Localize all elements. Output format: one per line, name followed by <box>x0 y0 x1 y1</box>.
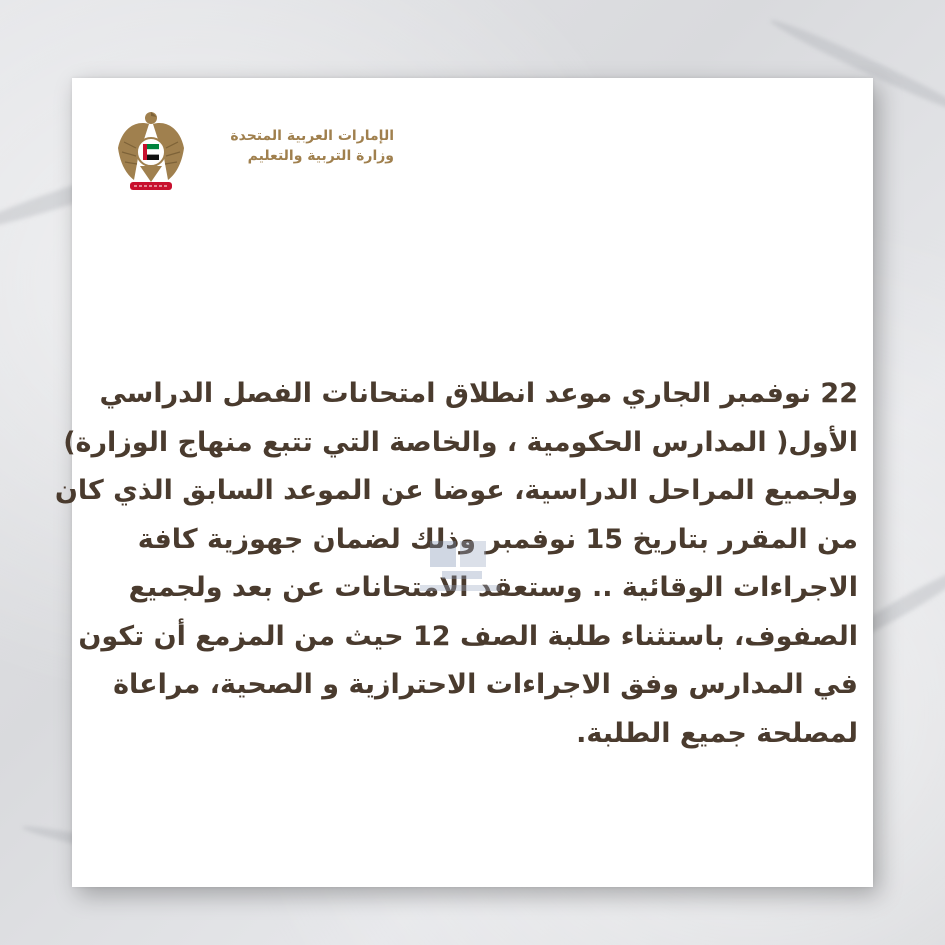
ministry-name <box>200 126 394 166</box>
announcement-line: من المقرر بتاريخ 15 نوفمبر وذلك لضمان جهوزية كافة <box>137 523 858 555</box>
ministry-name-label: وزارة التربية والتعليم <box>247 148 394 164</box>
announcement-line: لمصلحة جميع الطلبة. <box>576 717 858 749</box>
announcement-line: ولجميع المراحل الدراسية، عوضا عن الموعد السابق الذي كان <box>54 475 858 506</box>
uae-eagle-emblem-icon <box>116 108 186 198</box>
site-watermark-logo <box>390 533 530 603</box>
ministry-country-label: الإمارات العربية المتحدة <box>230 128 394 144</box>
announcement-line: الصفوف، باستثناء طلبة الصف 12 حيث من المزمع أن تكون <box>78 620 858 652</box>
announcement-line: 22 نوفمبر الجاري موعد انطلاق امتحانات الفصل الدراسي <box>99 378 858 409</box>
announcement-card <box>54 78 873 887</box>
announcement-line: في المدارس وفق الاجراءات الاحترازية و الصحية، مراعاة <box>113 669 858 700</box>
ministry-header <box>116 108 416 203</box>
announcement-line: الأول( المدارس الحكومية ، والخاصة التي تتبع منهاج الوزارة) <box>63 426 858 458</box>
announcement-line: الاجراءات الوقائية .. وستعقد الامتحانات عن بعد ولجميع <box>128 572 858 603</box>
